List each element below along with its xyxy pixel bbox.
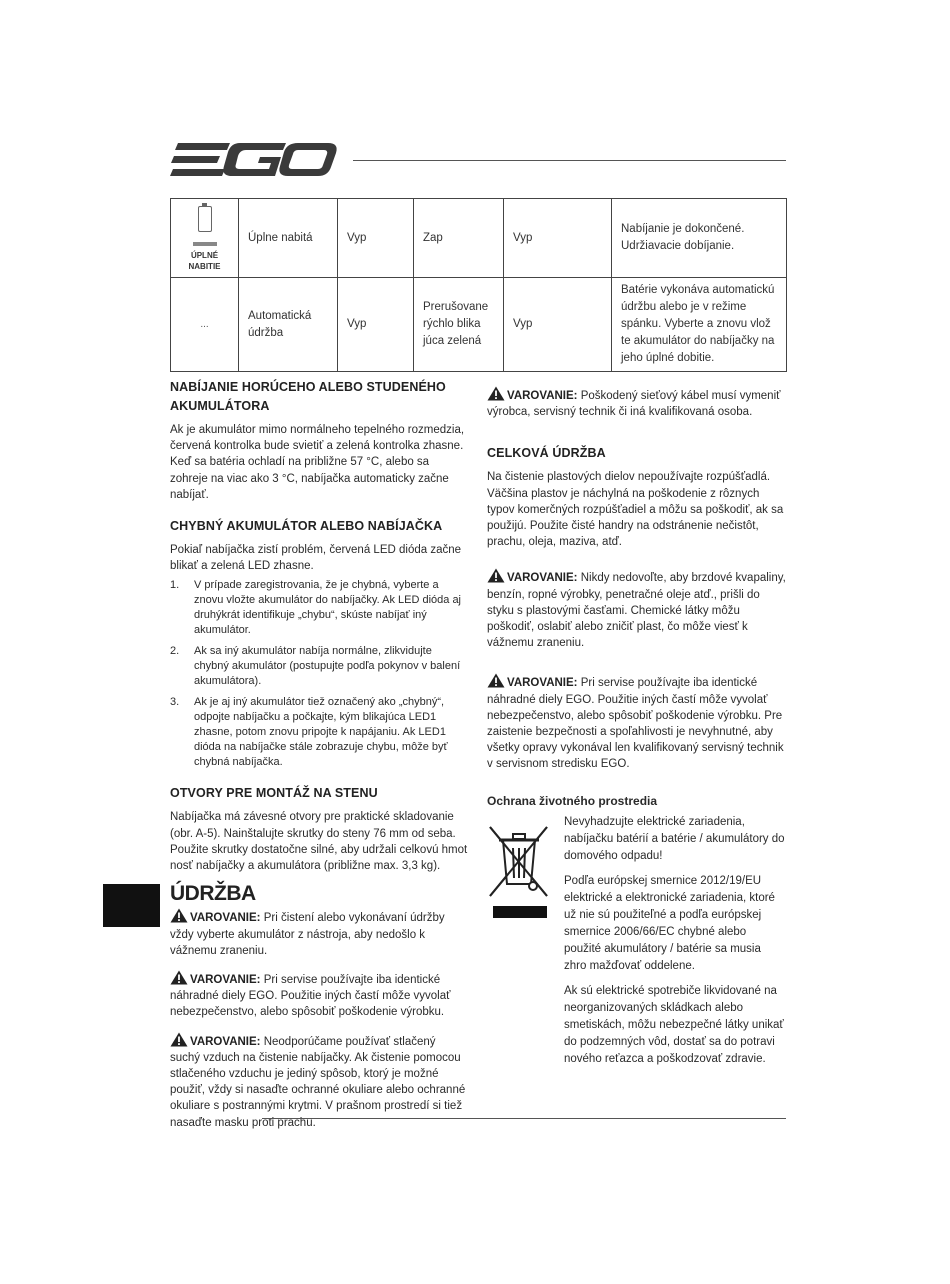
language-tab-marker <box>103 884 160 927</box>
warning-triangle-icon <box>170 908 188 923</box>
footer-divider <box>262 1118 786 1119</box>
warning-block <box>487 386 786 420</box>
status-col3: Vyp <box>338 278 414 372</box>
warning-label: VAROVANIE: <box>507 572 578 585</box>
warning-block <box>170 1032 468 1131</box>
warning-block <box>170 970 468 1021</box>
list-item-number: 2. <box>170 645 180 658</box>
warning-block <box>487 673 786 772</box>
status-icon-label: ... <box>200 319 209 330</box>
status-col4: Zap <box>414 199 504 278</box>
battery-full-icon <box>198 206 212 232</box>
section-title-general-maintenance: CELKOVÁ ÚDRŽBA <box>487 446 606 461</box>
left-column <box>170 378 468 1142</box>
warning-triangle-icon <box>487 386 505 401</box>
warning-text: Nikdy nedovoľte, aby brzdové kvapaliny, benzín, ropné výrobky, penetračné oleje atď., prišli do styku s plastovými časťami. Chemické látky môžu poškodiť, oslabiť alebo zničiť plast, čo môže viesť k vážnemu zraneniu. <box>487 572 786 650</box>
warning-label: VAROVANIE: <box>507 677 578 690</box>
warning-text: Neodporúčame používať stlačený suchý vzduch na čistenie nabíjačky. Ak čistenie pomocou stlačeného vzduchu je jediný spôsob, ktorý je možné použiť, vždy si nasaďte ochranné okuliare alebo ochranné okuliare s postrannými krytmi. V prašnom prostredí si tiež nasaďte masku proti prachu. <box>170 1035 466 1129</box>
crossed-bin-icon <box>487 824 553 924</box>
warning-label: VAROVANIE: <box>190 1035 261 1048</box>
status-icon-label: ÚPLNÉ NABITIE <box>188 251 221 271</box>
list-item-number: 3. <box>170 696 180 709</box>
table-row <box>171 278 787 372</box>
warning-block <box>487 568 786 651</box>
list-item <box>170 644 468 689</box>
status-name: Úplne nabitá <box>239 199 338 278</box>
paragraph-hot-cold: Ak je akumulátor mimo normálneho tepelného rozmedzia, červená kontrolka bude svietiť a zelená kontrolka zhasne. Keď sa batéria ochladí na približne 57 °C, alebo sa zohreje na viac ako 3 °C, nabíjačka automaticky začne nabíjať. <box>170 424 465 501</box>
paragraph-environment-2: Podľa európskej smernice 2012/19/EU elektrické a elektronické zariadenia, ktoré už nie sú použiteľné a podľa európskej smernice 2006/66/EC chybné alebo použité akumulátory / batérie sa musia zhro mažďovať oddelene. <box>564 874 775 972</box>
warning-label: VAROVANIE: <box>190 912 261 925</box>
warning-triangle-icon <box>170 1032 188 1047</box>
paragraph-environment-1: Nevyhadzujte elektrické zariadenia, nabíjačku batérií a batérie / akumulátory do domového odpadu! <box>564 815 785 862</box>
warning-text: Pri čistení alebo vykonávaní údržby vždy vyberte akumulátor z nástroja, aby nedošlo k vážnemu zraneniu. <box>170 912 445 957</box>
list-item-text: Ak sa iný akumulátor nabíja normálne, zlikvidujte chybný akumulátor (postupujte podľa pokynov v balení akumulátora). <box>194 645 461 688</box>
charger-status-table <box>170 198 787 372</box>
status-description: Nabíjanie je dokončené. Udržiavacie dobíjanie. <box>612 199 787 278</box>
status-col5: Vyp <box>504 278 612 372</box>
section-title-maintenance: ÚDRŽBA <box>170 882 256 906</box>
battery-level-bar <box>193 242 217 246</box>
section-title-wall-mount: OTVORY PRE MONTÁŽ NA STENU <box>170 786 378 801</box>
section-title-environment: Ochrana životného prostredia <box>487 793 658 808</box>
right-column <box>487 386 786 1076</box>
list-item-number: 1. <box>170 579 180 592</box>
status-icon-cell <box>171 278 239 372</box>
list-item-text: V prípade zaregistrovania, že je chybná, vyberte a znovu vložte akumulátor do nabíjačky. Ak LED dióda aj druhýkrát identifikuje „chybu“, skúste nabíjať iný akumulátor. <box>194 579 462 637</box>
warning-text: Pri servise používajte iba identické náhradné diely EGO. Použitie iných častí môže vyvolať nebezpečenstvo, alebo spôsobiť poškodenie výrobku. <box>170 974 451 1019</box>
environment-text <box>564 814 786 1068</box>
paragraph-faulty: Pokiaľ nabíjačka zistí problém, červená LED dióda začne blikať a zelená LED zhasne. <box>170 544 462 573</box>
status-description: Batérie vykonáva automatickú údržbu alebo je v režime spánku. Vyberte a znovu vlož te akumulátor do nabíjačky na jeho úplné dobitie. <box>612 278 787 372</box>
list-item-text: Ak je aj iný akumulátor tiež označený ako „chybný“, odpojte nabíjačku a počkajte, kým blikajúca LED1 zhasne, potom znovu pripojte k napájaniu. Ak LED1 dióda na nabíjačke stále zobrazuje chybu, môže byť chybná nabíjačka. <box>194 696 448 769</box>
environment-section <box>487 814 786 1068</box>
warning-triangle-icon <box>487 568 505 583</box>
status-col4: Prerušovane rýchlo blika júca zelená <box>414 278 504 372</box>
paragraph-general-maintenance: Na čistenie plastových dielov nepoužívajte rozpúšťadlá. Väčšina plastov je náchylná na poškodenie z rôznych typov komerčných rozpúšťadiel a môžu sa poškodiť, ak sa použijú. Použite čisté handry na odstránenie nečistôt, prachu, oleja, maziva, atď. <box>487 471 784 549</box>
status-col3: Vyp <box>338 199 414 278</box>
warning-triangle-icon <box>170 970 188 985</box>
list-item <box>170 578 468 638</box>
warning-label: VAROVANIE: <box>507 390 578 402</box>
ego-logo <box>170 140 340 182</box>
faulty-steps-list <box>170 578 468 770</box>
section-title-faulty: CHYBNÝ AKUMULÁTOR ALEBO NABÍJAČKA <box>170 519 443 534</box>
warning-block <box>170 908 468 959</box>
table-row <box>171 199 787 278</box>
status-name: Automatická údržba <box>239 278 338 372</box>
warning-text: Poškodený sieťový kábel musí vymeniť výrobca, servisný technik či iná kvalifikovaná osoba. <box>487 390 781 419</box>
warning-triangle-icon <box>487 673 505 688</box>
status-col5: Vyp <box>504 199 612 278</box>
paragraph-environment-3: Ak sú elektrické spotrebiče likvidované na neorganizovaných skládkach alebo smetiskách, môžu nebezpečné látky unikať do podzemných vôd, dostať sa do potravi nového reťazca a poškodzovať zdravie. <box>564 984 784 1065</box>
list-item <box>170 695 468 770</box>
warning-text: Pri servise používajte iba identické náhradné diely EGO. Použitie iných častí môže vyvolať nebezpečenstvo, alebo spôsobiť poškodenie výrobku. Pre zaistenie bezpečnosti a spoľahlivosti je nevyhnutné, aby všetky opravy vykonával len kvalifikovaný servisný technik v servisnom stredisku EGO. <box>487 677 784 771</box>
paragraph-wall-mount: Nabíjačka má závesné otvory pre praktické skladovanie (obr. A-5). Nainštalujte skrutky do steny 76 mm od seba. Použite skrutky dostatočne silné, aby udržali celkovú hmot nosť nabíjačky a akumulátora (približne max. 3,3 kg). <box>170 811 468 873</box>
section-title-hot-cold: NABÍJANIE HORÚCEHO ALEBO STUDENÉHO AKUMULÁTORA <box>170 380 446 413</box>
warning-label: VAROVANIE: <box>190 974 261 987</box>
header-divider <box>353 160 786 161</box>
status-icon-cell <box>171 199 239 278</box>
